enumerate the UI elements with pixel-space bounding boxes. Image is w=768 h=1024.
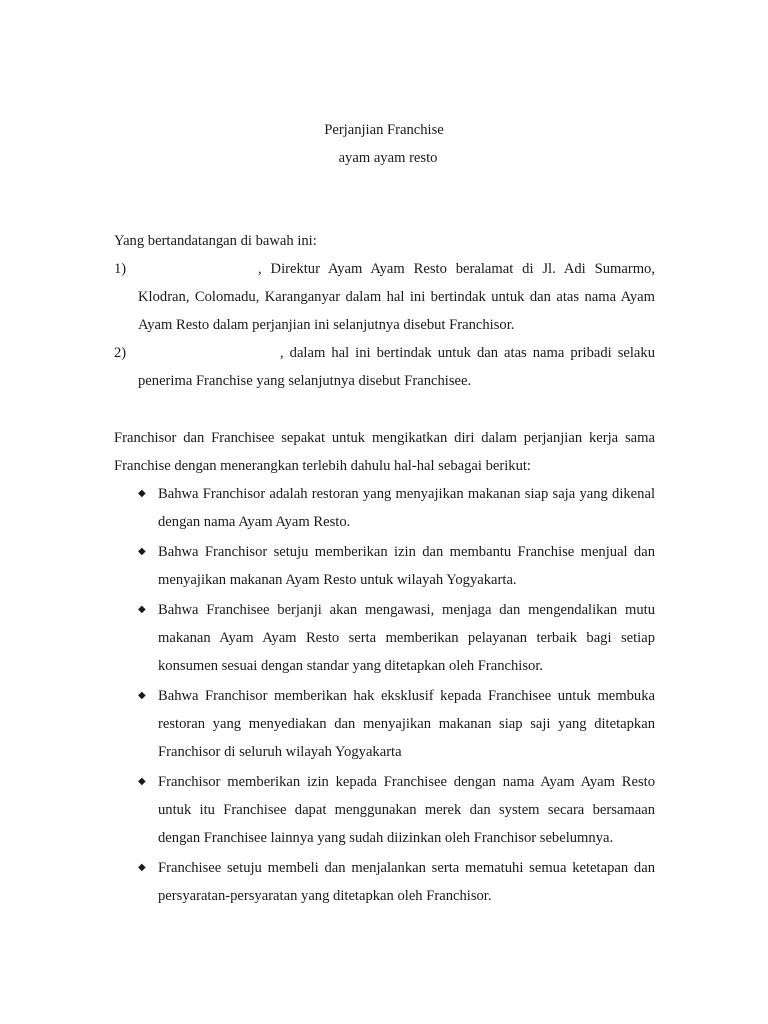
term-item: [114, 854, 655, 910]
parties-list: [114, 255, 655, 395]
diamond-bullet-icon: ◆: [138, 488, 146, 499]
term-text: Franchisee setuju membeli dan menjalankan serta mematuhi semua ketetapan dan persyaratan-persyaratan yang ditetapkan oleh Franchisor.: [158, 860, 655, 904]
diamond-bullet-icon: ◆: [138, 604, 146, 615]
party-number: 2): [114, 345, 127, 361]
term-text: Franchisor memberikan izin kepada Franchisee dengan nama Ayam Ayam Resto untuk itu Franchisee dapat menggunakan merek dan system secara bersamaan dengan Franchisee lainnya yang sudah diizinkan oleh Franchisor sebelumnya.: [158, 774, 655, 846]
diamond-bullet-icon: ◆: [138, 546, 146, 557]
party-item-2: [114, 339, 655, 395]
term-text: Bahwa Franchisor setuju memberikan izin dan membantu Franchise menjual dan menyajikan makanan Ayam Resto untuk wilayah Yogyakarta.: [158, 544, 655, 588]
term-item: [114, 480, 655, 536]
party-text: , dalam hal ini bertindak untuk dan atas nama pribadi selaku penerima Franchise yang selanjutnya disebut Franchisee.: [138, 345, 655, 389]
term-item: [114, 682, 655, 766]
document-title: Perjanjian Franchise: [324, 122, 444, 138]
terms-list: [114, 480, 655, 910]
term-item: [114, 768, 655, 852]
document-body: [114, 227, 655, 912]
party-item-1: [114, 255, 655, 339]
term-text: Bahwa Franchisor memberikan hak eksklusif kepada Franchisee untuk membuka restoran yang menyediakan dan menyajikan makanan siap saji yang ditetapkan Franchisor di seluruh wilayah Yogyakarta: [158, 688, 655, 760]
title-block: [0, 116, 768, 172]
term-text: Bahwa Franchisor adalah restoran yang menyajikan makanan siap saja yang dikenal dengan nama Ayam Ayam Resto.: [158, 486, 655, 530]
term-text: Bahwa Franchisee berjanji akan mengawasi, menjaga dan mengendalikan mutu makanan Ayam Ayam Resto serta memberikan pelayanan terbaik bagi setiap konsumen sesuai dengan standar yang ditetapkan oleh Franchisor.: [158, 602, 655, 674]
diamond-bullet-icon: ◆: [138, 690, 146, 701]
intro-text: Yang bertandatangan di bawah ini:: [114, 233, 317, 249]
party-number: 1): [114, 261, 127, 277]
term-item: [114, 596, 655, 680]
term-item: [114, 538, 655, 594]
diamond-bullet-icon: ◆: [138, 776, 146, 787]
party-text: , Direktur Ayam Ayam Resto beralamat di Jl. Adi Sumarmo, Klodran, Colomadu, Karanganyar dalam hal ini bertindak untuk dan atas nama Ayam Ayam Resto dalam perjanjian ini selanjutnya disebut Franchisor.: [138, 261, 655, 333]
diamond-bullet-icon: ◆: [138, 862, 146, 873]
document-subtitle: ayam ayam resto: [338, 150, 438, 166]
agreement-intro: Franchisor dan Franchisee sepakat untuk mengikatkan diri dalam perjanjian kerja sama Franchise dengan menerangkan terlebih dahulu hal-hal sebagai berikut:: [114, 430, 655, 474]
